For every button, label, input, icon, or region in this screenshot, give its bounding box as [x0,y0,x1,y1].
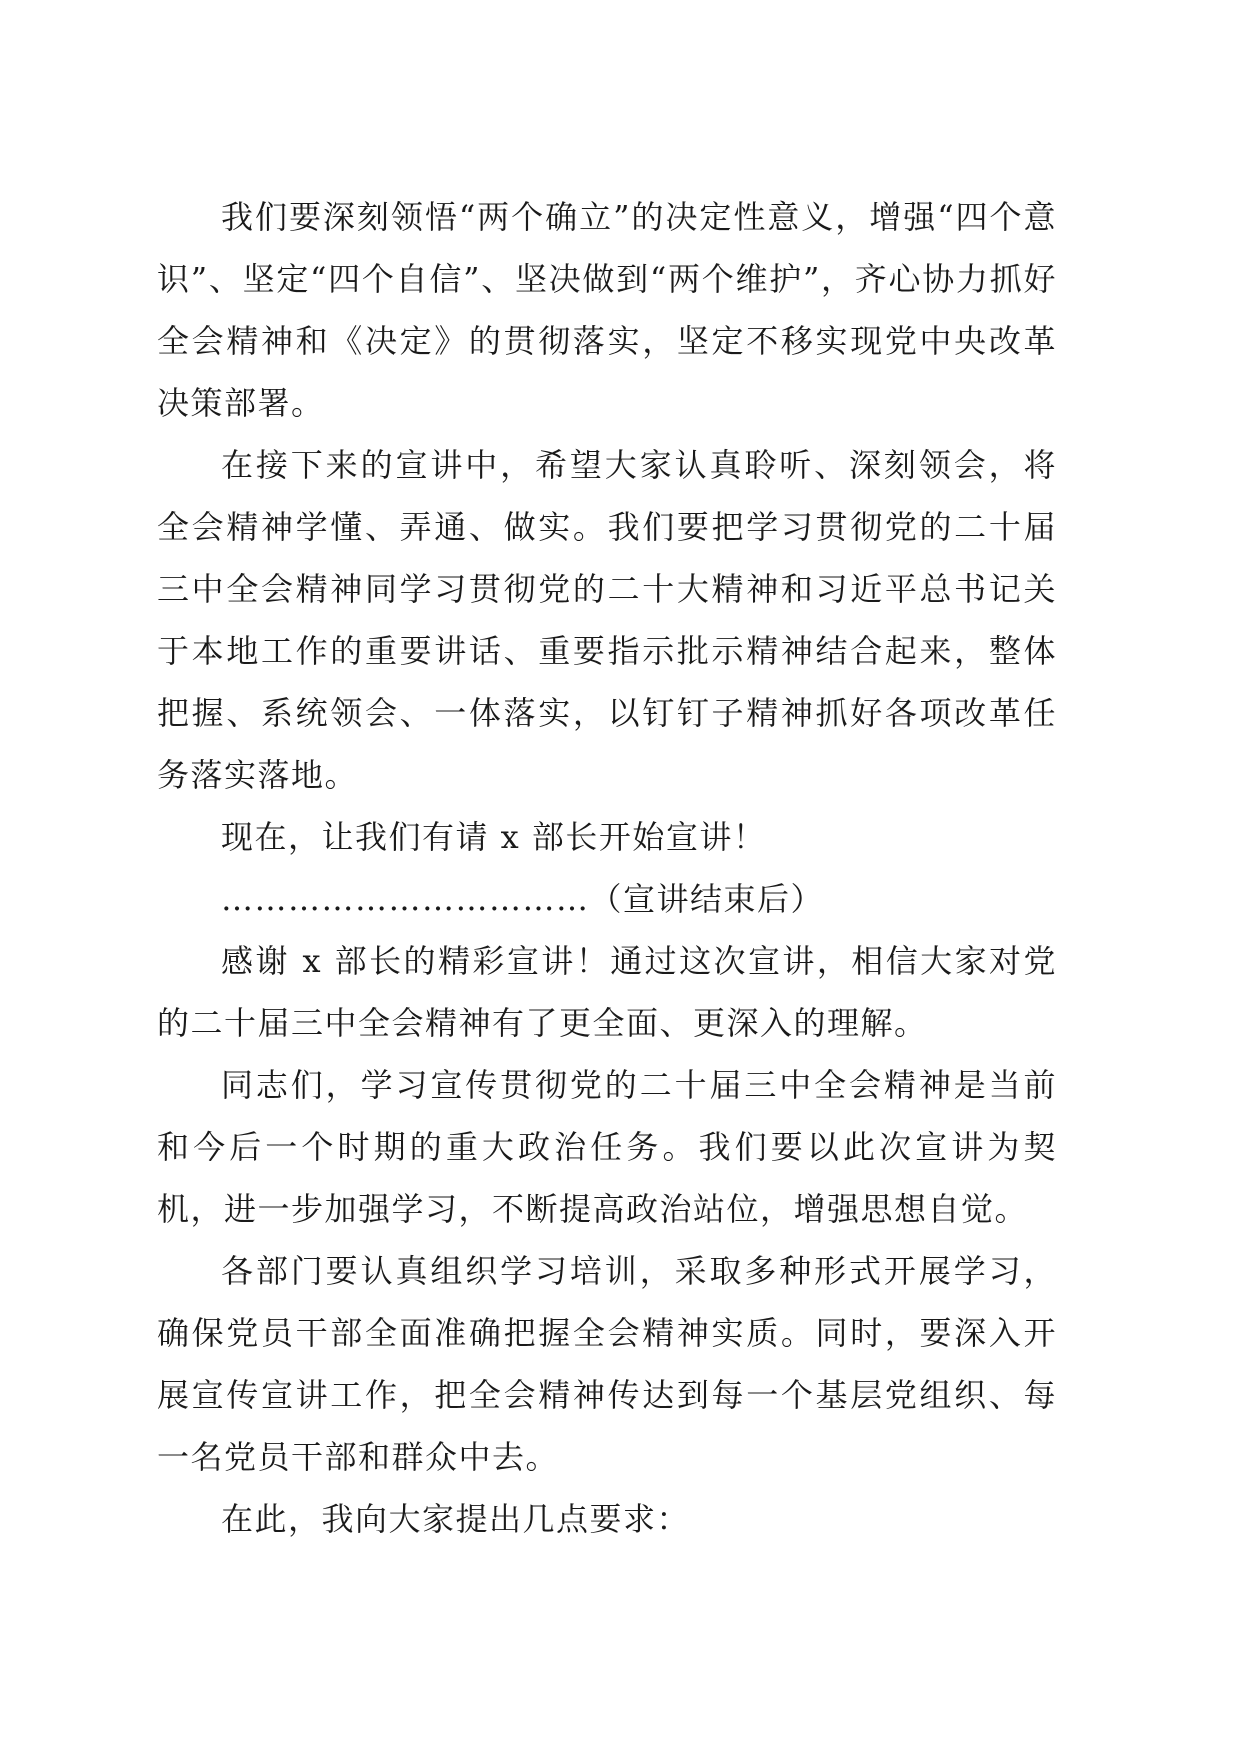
paragraph-upcoming-lecture: 在接下来的宣讲中，希望大家认真聆听、深刻领会，将全会精神学懂、弄通、做实。我们要把学习贯彻党的二十届三中全会精神同学习贯彻党的二十大精神和习近平总书记关于本地工作的重要讲话、重要指示批示精神结合起来，整体把握、系统领会、一体落实，以钉钉子精神抓好各项改革任务落实落地。 [157,446,1057,794]
paragraph-thanks: 感谢 x 部长的精彩宣讲！通过这次宣讲，相信大家对党的二十届三中全会精神有了更全面、更深入的理解。 [157,942,1057,1042]
paragraph-lecture-ends-marker: ……………………………（宣讲结束后） [221,880,825,918]
paragraph-invite-speaker: 现在，让我们有请 x 部长开始宣讲！ [221,818,767,856]
paragraph-two-establishments: 我们要深刻领悟“两个确立”的决定性意义，增强“四个意识”、坚定“四个自信”、坚决做到“两个维护”，齐心协力抓好全会精神和《决定》的贯彻落实，坚定不移实现党中央改革决策部署。 [157,198,1057,422]
document-body [157,186,1057,1550]
paragraph-requirements-intro: 在此，我向大家提出几点要求： [221,1500,691,1538]
paragraph-departments: 各部门要认真组织学习培训，采取多种形式开展学习，确保党员干部全面准确把握全会精神实质。同时，要深入开展宣传宣讲工作，把全会精神传达到每一个基层党组织、每一名党员干部和群众中去。 [157,1252,1057,1476]
paragraph-comrades: 同志们，学习宣传贯彻党的二十届三中全会精神是当前和今后一个时期的重大政治任务。我们要以此次宣讲为契机，进一步加强学习，不断提高政治站位，增强思想自觉。 [157,1066,1057,1228]
